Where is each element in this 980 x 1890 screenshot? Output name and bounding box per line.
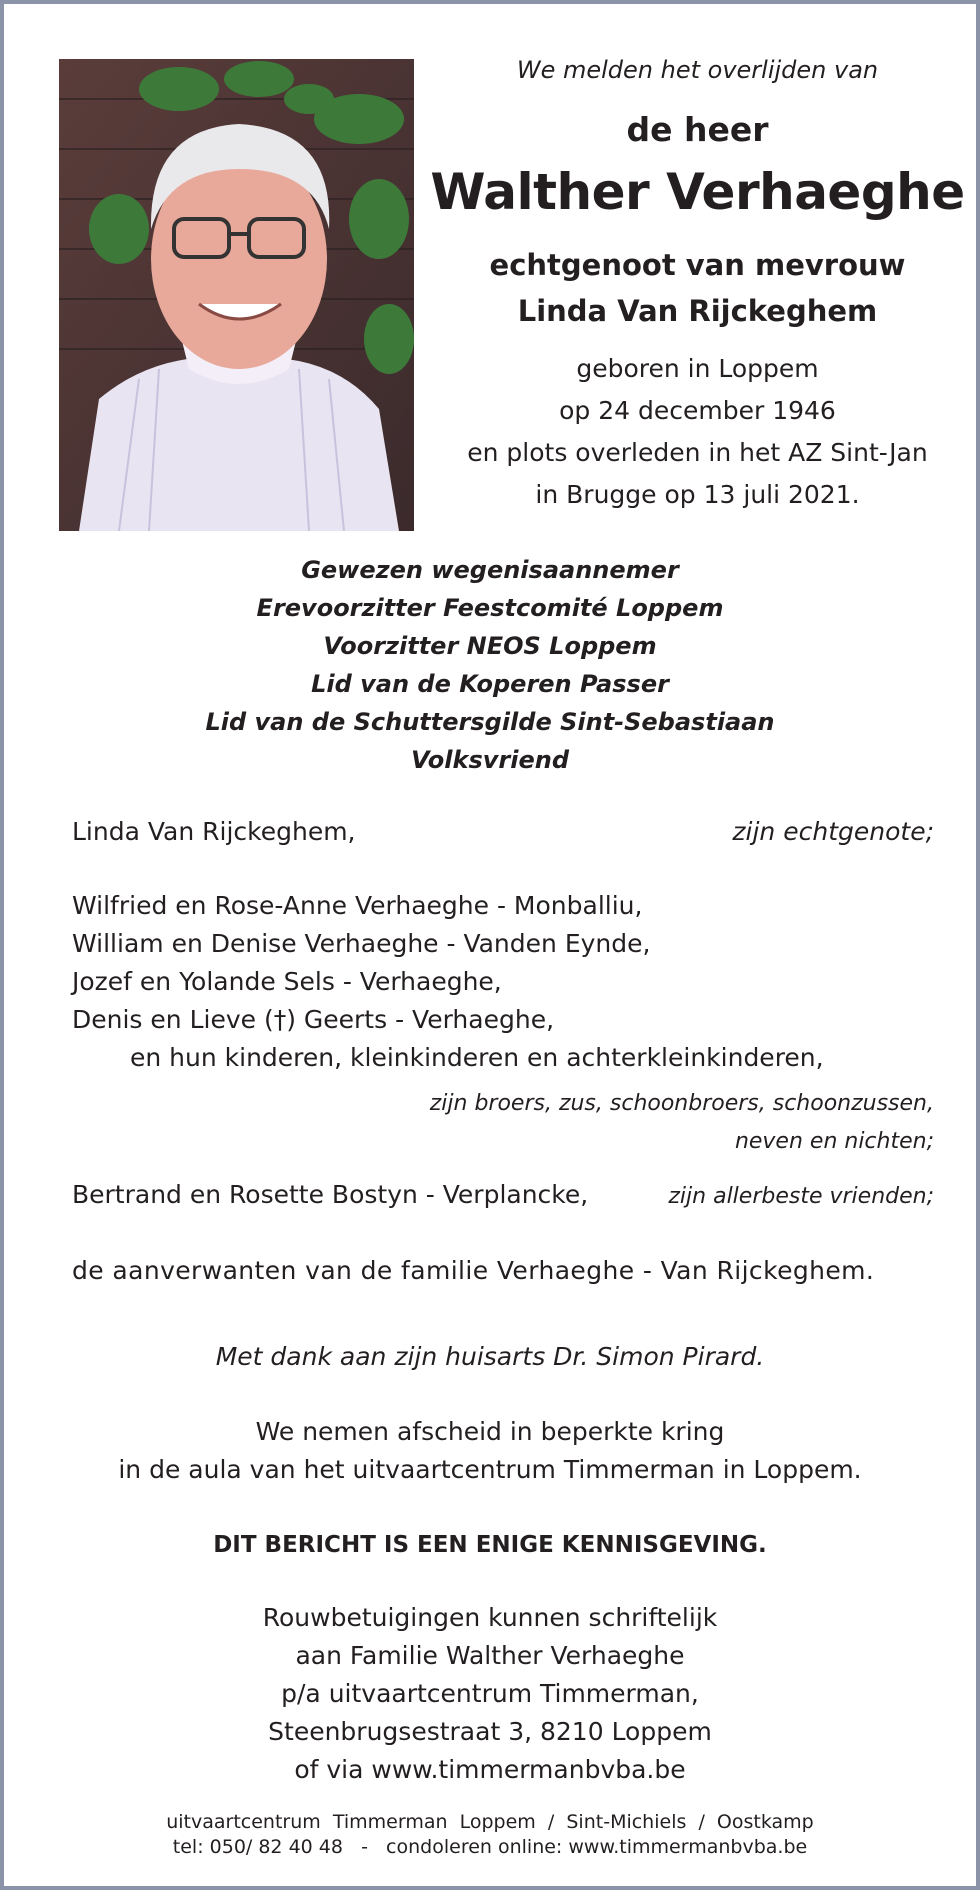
honorary-titles: [0, 551, 980, 779]
spouse-line: echtgenoot van mevrouw: [489, 248, 906, 282]
death-line: en plots overleden in het AZ Sint-Jan: [467, 438, 928, 467]
death-date: in Brugge op 13 juli 2021.: [535, 480, 860, 509]
condolence-line: p/a uitvaartcentrum Timmerman,: [281, 1679, 699, 1708]
wife-row: [72, 812, 934, 852]
sibling-line: Jozef en Yolande Sels - Verhaeghe,: [72, 967, 502, 996]
friends-row: [72, 1175, 934, 1217]
children-line: en hun kinderen, kleinkinderen en achterkleinkinderen,: [130, 1043, 824, 1072]
intro-text: We melden het overlijden van: [516, 56, 879, 84]
family-section: [72, 812, 934, 1291]
footer-line: uitvaartcentrum Timmerman Loppem / Sint-Michiels / Oostkamp: [166, 1811, 814, 1833]
footer-line: tel: 050/ 82 40 48 - condoleren online: www.timmermanbvba.be: [172, 1836, 808, 1858]
title-item: Voorzitter NEOS Loppem: [323, 632, 657, 660]
spouse-info: [430, 242, 965, 334]
birth-place: geboren in Loppem: [576, 354, 819, 383]
footer: [0, 1810, 980, 1860]
siblings-role-line: neven en nichten;: [734, 1129, 934, 1154]
wife-role: zijn echtgenote;: [732, 817, 934, 846]
siblings-role-line: zijn broers, zus, schoonbroers, schoonzussen,: [429, 1091, 934, 1116]
friends-name: Bertrand en Rosette Bostyn - Verplancke,: [72, 1180, 589, 1209]
birth-death-info: [430, 348, 965, 516]
title-item: Gewezen wegenisaannemer: [301, 556, 679, 584]
wife-name: Linda Van Rijckeghem,: [72, 817, 356, 846]
condolences-block: [0, 1599, 980, 1789]
birth-date: op 24 december 1946: [559, 396, 836, 425]
notice-text: DIT BERICHT IS EEN ENIGE KENNISGEVING.: [213, 1532, 767, 1558]
siblings-role: [72, 1085, 934, 1161]
sibling-line: Wilfried en Rose-Anne Verhaeghe - Monballiu,: [72, 891, 643, 920]
title-item: Erevoorzitter Feestcomité Loppem: [256, 594, 724, 622]
title-text: de heer: [626, 110, 769, 149]
announcement-header: [430, 46, 965, 516]
relatives-line: de aanverwanten van de familie Verhaeghe - Van Rijckeghem.: [72, 1256, 875, 1285]
title-item: Lid van de Schuttersgilde Sint-Sebastiaan: [205, 708, 775, 736]
title-item: Lid van de Koperen Passer: [311, 670, 669, 698]
sibling-line: William en Denise Verhaeghe - Vanden Eynde,: [72, 929, 651, 958]
farewell-line: in de aula van het uitvaartcentrum Timmerman in Loppem.: [118, 1455, 862, 1484]
condolence-line: Steenbrugsestraat 3, 8210 Loppem: [268, 1717, 712, 1746]
siblings-list: [72, 887, 934, 1077]
thanks-line: [0, 1337, 980, 1377]
deceased-name: Walther Verhaeghe: [430, 163, 965, 221]
condolence-line: aan Familie Walther Verhaeghe: [295, 1641, 685, 1670]
condolence-line: Rouwbetuigingen kunnen schriftelijk: [262, 1603, 718, 1632]
sibling-line: Denis en Lieve (†) Geerts - Verhaeghe,: [72, 1005, 555, 1034]
title-item: Volksvriend: [410, 746, 570, 774]
farewell-block: [0, 1413, 980, 1489]
spouse-name: Linda Van Rijckeghem: [517, 294, 878, 328]
portrait-photo: [59, 59, 414, 531]
condolence-line: of via www.timmermanbvba.be: [294, 1755, 686, 1784]
farewell-line: We nemen afscheid in beperkte kring: [255, 1417, 725, 1446]
friends-role: zijn allerbeste vrienden;: [668, 1184, 934, 1209]
thanks-text: Met dank aan zijn huisarts Dr. Simon Pirard.: [215, 1342, 765, 1371]
